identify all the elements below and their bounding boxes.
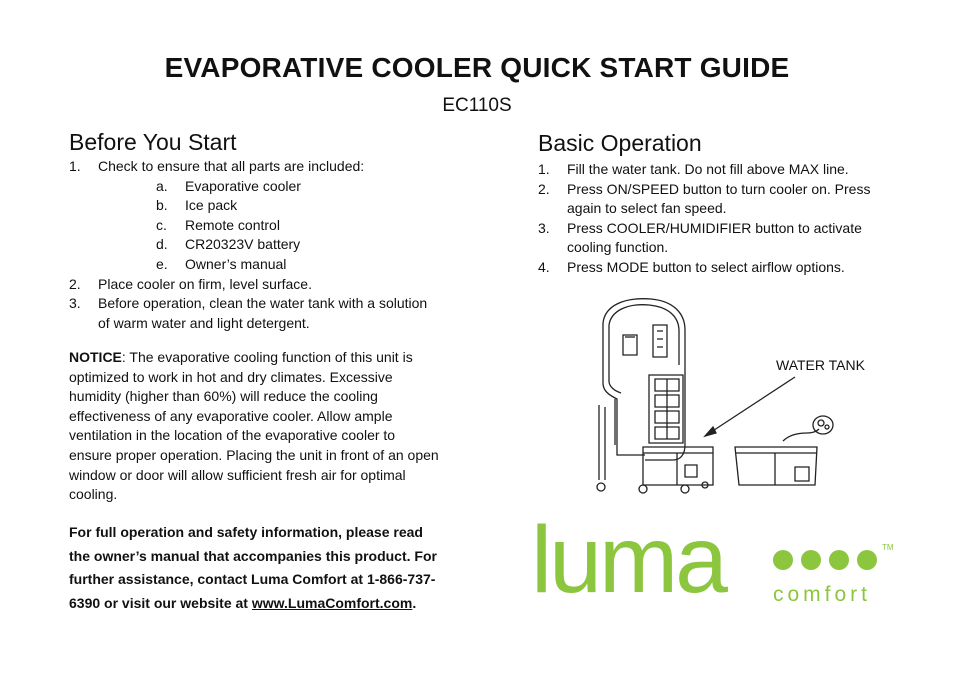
contact-end: . — [412, 594, 417, 611]
before-you-start-heading: Before You Start — [69, 129, 237, 155]
parts-list — [98, 177, 439, 275]
list-item-letter: a. — [156, 177, 168, 194]
list-item-letter: c. — [156, 216, 167, 233]
list-item-text: CR20323V battery — [185, 236, 301, 253]
list-item-text: Press ON/SPEED button to turn cooler on. Press again to select fan speed. — [567, 180, 871, 217]
list-item-letter: d. — [156, 236, 168, 253]
list-item — [538, 258, 898, 278]
arrow-icon — [705, 377, 795, 436]
list-item-number: 1. — [69, 158, 81, 174]
notice-text: : The evaporative cooling function of this unit is optimized to work in hot and dry climates. Excessive humidity (higher than 60%) will reduce the cooling effectiveness of any evaporative cooler. Allow ample ventilation in the location of the evaporative cooler to ensure proper operation. Placing the unit in front of an open window or door will allow sufficient fresh air for optimal cooling. — [69, 349, 439, 503]
list-item — [538, 160, 898, 180]
list-item — [538, 180, 898, 219]
list-item — [69, 157, 439, 275]
list-item-number: 4. — [538, 258, 550, 275]
model-number: EC110S — [442, 95, 512, 116]
list-item-letter: b. — [156, 197, 168, 214]
list-item — [98, 177, 439, 197]
page-title: EVAPORATIVE COOLER QUICK START GUIDE — [164, 52, 790, 83]
list-item-text: Press MODE button to select airflow options. — [567, 258, 845, 275]
list-item-text: Remote control — [185, 216, 280, 233]
list-item-text: Fill the water tank. Do not fill above MAX line. — [567, 161, 849, 177]
list-item-number: 1. — [538, 161, 550, 177]
list-item-number: 2. — [69, 275, 81, 292]
list-item — [538, 219, 898, 258]
water-tank-label: WATER TANK — [776, 357, 865, 373]
list-item — [69, 294, 439, 333]
website-link[interactable]: www.LumaComfort.com — [251, 594, 413, 611]
list-item-number: 3. — [538, 219, 550, 236]
list-item-number: 3. — [69, 295, 81, 312]
list-item-text: Evaporative cooler — [185, 177, 301, 194]
list-item — [98, 216, 439, 236]
contact-paragraph — [69, 521, 447, 615]
list-item-text: Before operation, clean the water tank with a solution of warm water and light detergent. — [98, 295, 428, 331]
list-item-text: Ice pack — [185, 197, 238, 214]
contact-text: For full operation and safety information, please read the owner’s manual that accompanies this product. For further assistance, contact Luma Comfort at 1-866-737-6390 or visit our website at — [69, 524, 437, 611]
list-item-text: Owner’s manual — [185, 255, 287, 272]
before-you-start-list — [69, 157, 439, 333]
water-tank-drawing — [735, 416, 833, 485]
list-item — [98, 196, 439, 216]
luma-logo-wordmark: luma — [531, 507, 725, 613]
notice-paragraph — [69, 348, 441, 505]
cooler-illustration — [585, 295, 845, 505]
list-item-letter: e. — [156, 255, 168, 272]
luma-logo-subtext: comfort — [773, 583, 872, 606]
list-item-text: Place cooler on firm, level surface. — [98, 275, 312, 292]
list-item — [69, 275, 439, 295]
list-item-text: Press COOLER/HUMIDIFIER button to activate cooling function. — [567, 219, 862, 256]
logo-dots-icon — [773, 546, 883, 576]
notice-label: NOTICE — [69, 349, 122, 365]
list-item-number: 2. — [538, 180, 550, 197]
list-item-text: Check to ensure that all parts are included: — [98, 158, 365, 174]
list-item — [98, 235, 439, 255]
list-item — [98, 255, 439, 275]
cooler-unit-drawing — [597, 299, 713, 493]
basic-operation-list — [538, 160, 898, 278]
basic-operation-heading: Basic Operation — [538, 130, 702, 156]
trademark-symbol: TM — [882, 543, 894, 552]
